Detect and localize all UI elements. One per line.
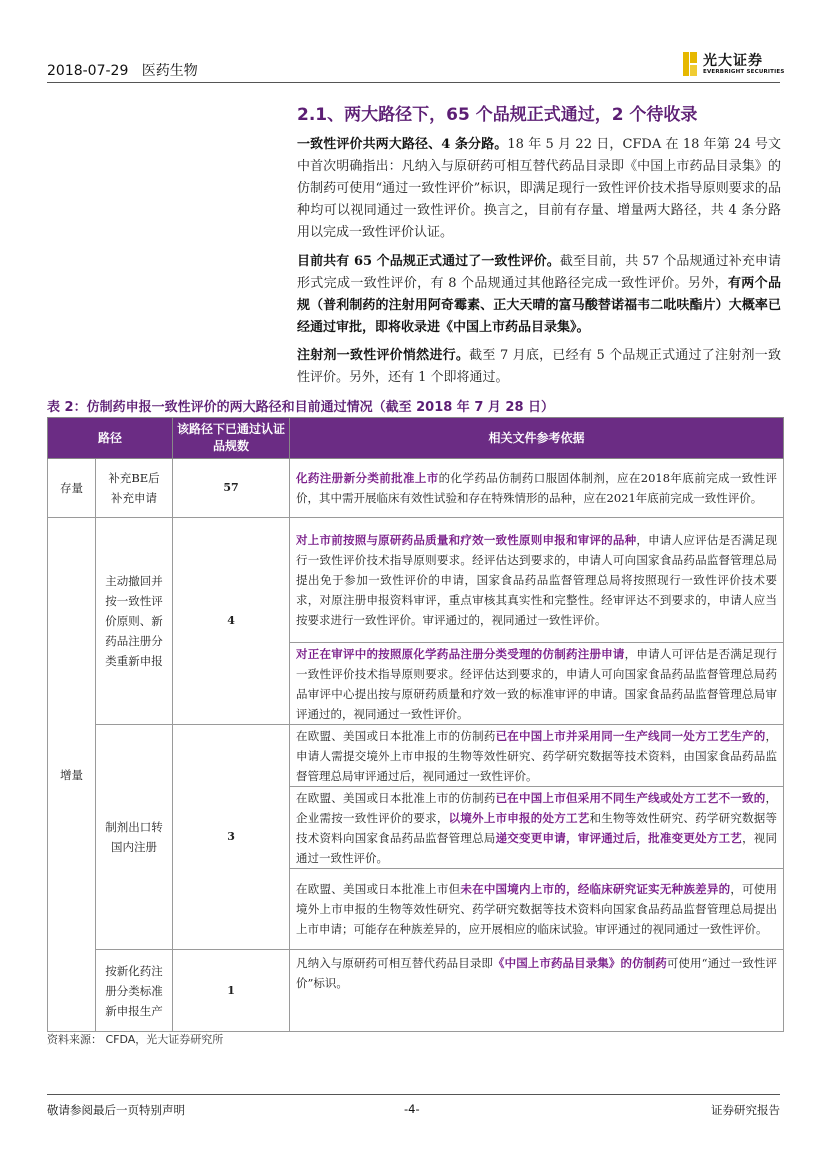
footer-page-number: -4-: [404, 1102, 420, 1116]
basis-export-b-highlight-3: 递交变更申请，审评通过后，批准变更处方工艺: [495, 830, 743, 845]
basis-withdraw-b: [290, 643, 784, 725]
paragraph-3-lead: 注射剂一致性评价悄然进行。: [297, 348, 470, 363]
logo-cn-text: 光大证券: [703, 53, 763, 69]
logo-en-text: EVERBRIGHT SECURITIES: [703, 69, 785, 75]
header-date-category: [47, 60, 198, 80]
basis-stock-highlight: 化药注册新分类前批准上市: [296, 471, 439, 485]
count-stock: 57: [173, 459, 290, 518]
basis-withdraw-a-highlight: 对上市前按照与原研药品质量和疗效一致性原则申报和审评的品种: [296, 533, 637, 547]
paragraph-2: [297, 251, 781, 339]
sub-path-new-class: 按新化药注册分类标准新申报生产: [96, 950, 173, 1032]
basis-export-b-text-3: 和生物等效性研究、药学研究数据等技术资料向国家食品药品监督管理总局: [296, 810, 778, 845]
basis-export-b-highlight-1: 已在中国上市但采用不同生产线或处方工艺不一致的: [495, 790, 766, 805]
paragraph-2-lead: 目前共有 65 个品规正式通过了一致性评价。: [297, 254, 560, 269]
basis-export-b-text-1: 在欧盟、美国或日本批准上市的仿制药: [296, 790, 496, 805]
header-category: 医药生物: [141, 63, 198, 79]
basis-export-b-text-2: ，企业需按一致性评价的要求，: [296, 790, 778, 825]
count-export: 3: [173, 725, 290, 950]
basis-export-a-text-1: 在欧盟、美国或日本批准上市的仿制药: [296, 728, 496, 743]
logo-mark-icon: [683, 52, 697, 76]
header-divider: [47, 82, 780, 83]
count-new-class: 1: [173, 950, 290, 1032]
basis-withdraw-b-highlight: 对正在审评中的按照原化学药品注册分类受理的仿制药注册申请: [296, 646, 625, 661]
path-stock: 存量: [48, 459, 96, 518]
basis-export-c-text-2: ，可使用境外上市申报的生物等效性研究、药学研究数据等技术资料向国家食品药品监督管理总局提出上市申请；可能存在种族差异的，应开展相应的临床试验。审评通过的视同通过一致性评价。: [296, 882, 778, 936]
basis-export-c-highlight: 未在中国境内上市的，经临床研究证实无种族差异的: [460, 882, 731, 896]
sub-path-export: 制剂出口转国内注册: [96, 725, 173, 950]
sub-path-supplement: 补充BE后补充申请: [96, 459, 173, 518]
count-withdraw: 4: [173, 518, 290, 725]
basis-export-a-highlight: 已在中国上市并采用同一生产线同一处方工艺生产的: [495, 728, 766, 743]
basis-stock: [290, 459, 784, 518]
table-header-row: [48, 418, 784, 459]
basis-export-b: [290, 787, 784, 869]
basis-stock-text: 的化学药品仿制药口服固体制剂，应在2018年底前完成一致性评价，其中需开展临床有效性试验和存在特殊情形的品种，应在2021年底前完成一致性评价。: [296, 471, 778, 505]
footer-report-type: 证券研究报告: [711, 1103, 780, 1117]
paragraph-2-bold: 有两个品规（普利制药的注射用阿奇霉素、正大天晴的富马酸替诺福韦二吡呋酯片）大概率已经通过审批，即将收录进《中国上市药品目录集》。: [297, 276, 781, 335]
basis-export-b-highlight-2: 以境外上市申报的处方工艺: [448, 810, 590, 825]
basis-export-a-text-2: ，申请人需提交境外上市申报的生物等效性研究、药学研究数据等技术资料，由国家食品药品监督管理总局审评通过后，视同通过一致性评价。: [296, 728, 778, 783]
basis-export-c-text-1: 在欧盟、美国或日本批准上市但: [296, 882, 461, 896]
basis-new-class-text-1: 凡纳入与原研药可相互替代药品目录即: [296, 956, 494, 970]
basis-withdraw-b-text: ，申请人可评估是否满足现行一致性评价技术指导原则要求。经评估达到要求的，申请人可向国家食品药品监督管理总局药品审评中心提出按与原研药质量和疗效一致的标准审评的申请。国家食品药品监督管理总局审评通过的，视同通过一致性评价。: [296, 646, 778, 721]
paragraph-3: [297, 345, 781, 389]
sub-path-withdraw: 主动撤回并按一致性评价原则、新药品注册分类重新申报: [96, 518, 173, 725]
paragraph-3-body: 截至 7 月底，已经有 5 个品规正式通过了注射剂一致性评价。另外，还有 1 个即将通过。: [297, 348, 781, 385]
basis-new-class: [290, 950, 784, 1032]
table-row-stock: [48, 459, 784, 518]
table-row-withdraw-a: [48, 518, 784, 643]
basis-new-class-text-2: 可使用“通过一致性评价”标识。: [296, 956, 778, 990]
basis-export-c: [290, 869, 784, 950]
basis-new-class-highlight: 《中国上市药品目录集》的仿制药: [493, 956, 667, 970]
paragraph-1: [297, 134, 781, 244]
table-title: 表 2：仿制药申报一致性评价的两大路径和目前通过情况（截至 2018 年 7 月 28 日）: [47, 400, 555, 415]
header-count: 该路径下已通过认证品规数: [173, 418, 290, 459]
paragraph-1-lead: 一致性评价共两大路径、4 条分路。: [297, 137, 508, 152]
table-source: 资料来源： CFDA，光大证券研究所: [47, 1033, 224, 1046]
section-title: 2.1、两大路径下，65 个品规正式通过，2 个待收录: [297, 105, 698, 125]
basis-withdraw-a-text: ，申请人应评估是否满足现行一致性评价技术指导原则要求。经评估达到要求的，申请人可向国家食品药品监督管理总局提出免于参加一致性评价的申请，国家食品药品监督管理总局将按照现行一致性评价技术要求，对原注册申报资料审评，重点审核其真实性和完整性。经审评达不到要求的，申请人应当按要求进行一致性评价。审评通过的，视同通过一致性评价。: [296, 533, 778, 627]
table-row-export-a: [48, 725, 784, 787]
path-increment: 增量: [48, 518, 96, 1032]
header-path: 路径: [48, 418, 173, 459]
paragraph-1-body: 18 年 5 月 22 日，CFDA 在 18 年第 24 号文中首次明确指出：凡纳入与原研药可相互替代药品目录即《中国上市药品目录集》的仿制药可使用“通过一致性评价”标识，即满足现行一致性评价技术指导原则要求的品种均可以视同通过一致性评价。换言之，目前有存量、增量两大路径，共 4 条分路用以完成一致性评价认证。: [297, 137, 781, 240]
basis-withdraw-a: [290, 518, 784, 643]
footer-divider: [47, 1094, 780, 1095]
basis-export-b-text-4: ，视同通过一致性评价。: [296, 830, 778, 865]
footer-disclaimer: 敬请参阅最后一页特别声明: [47, 1103, 185, 1117]
company-logo: [683, 50, 783, 78]
evaluation-paths-table: [47, 417, 784, 1032]
header-basis: 相关文件参考依据: [290, 418, 784, 459]
basis-export-a: [290, 725, 784, 787]
header-date: 2018-07-29: [47, 63, 129, 79]
table-row-new-class: [48, 950, 784, 1032]
paragraph-2-body: 截至目前，共 57 个品规通过补充申请形式完成一致性评价，有 8 个品规通过其他路径完成一致性评价。另外，: [297, 254, 781, 291]
